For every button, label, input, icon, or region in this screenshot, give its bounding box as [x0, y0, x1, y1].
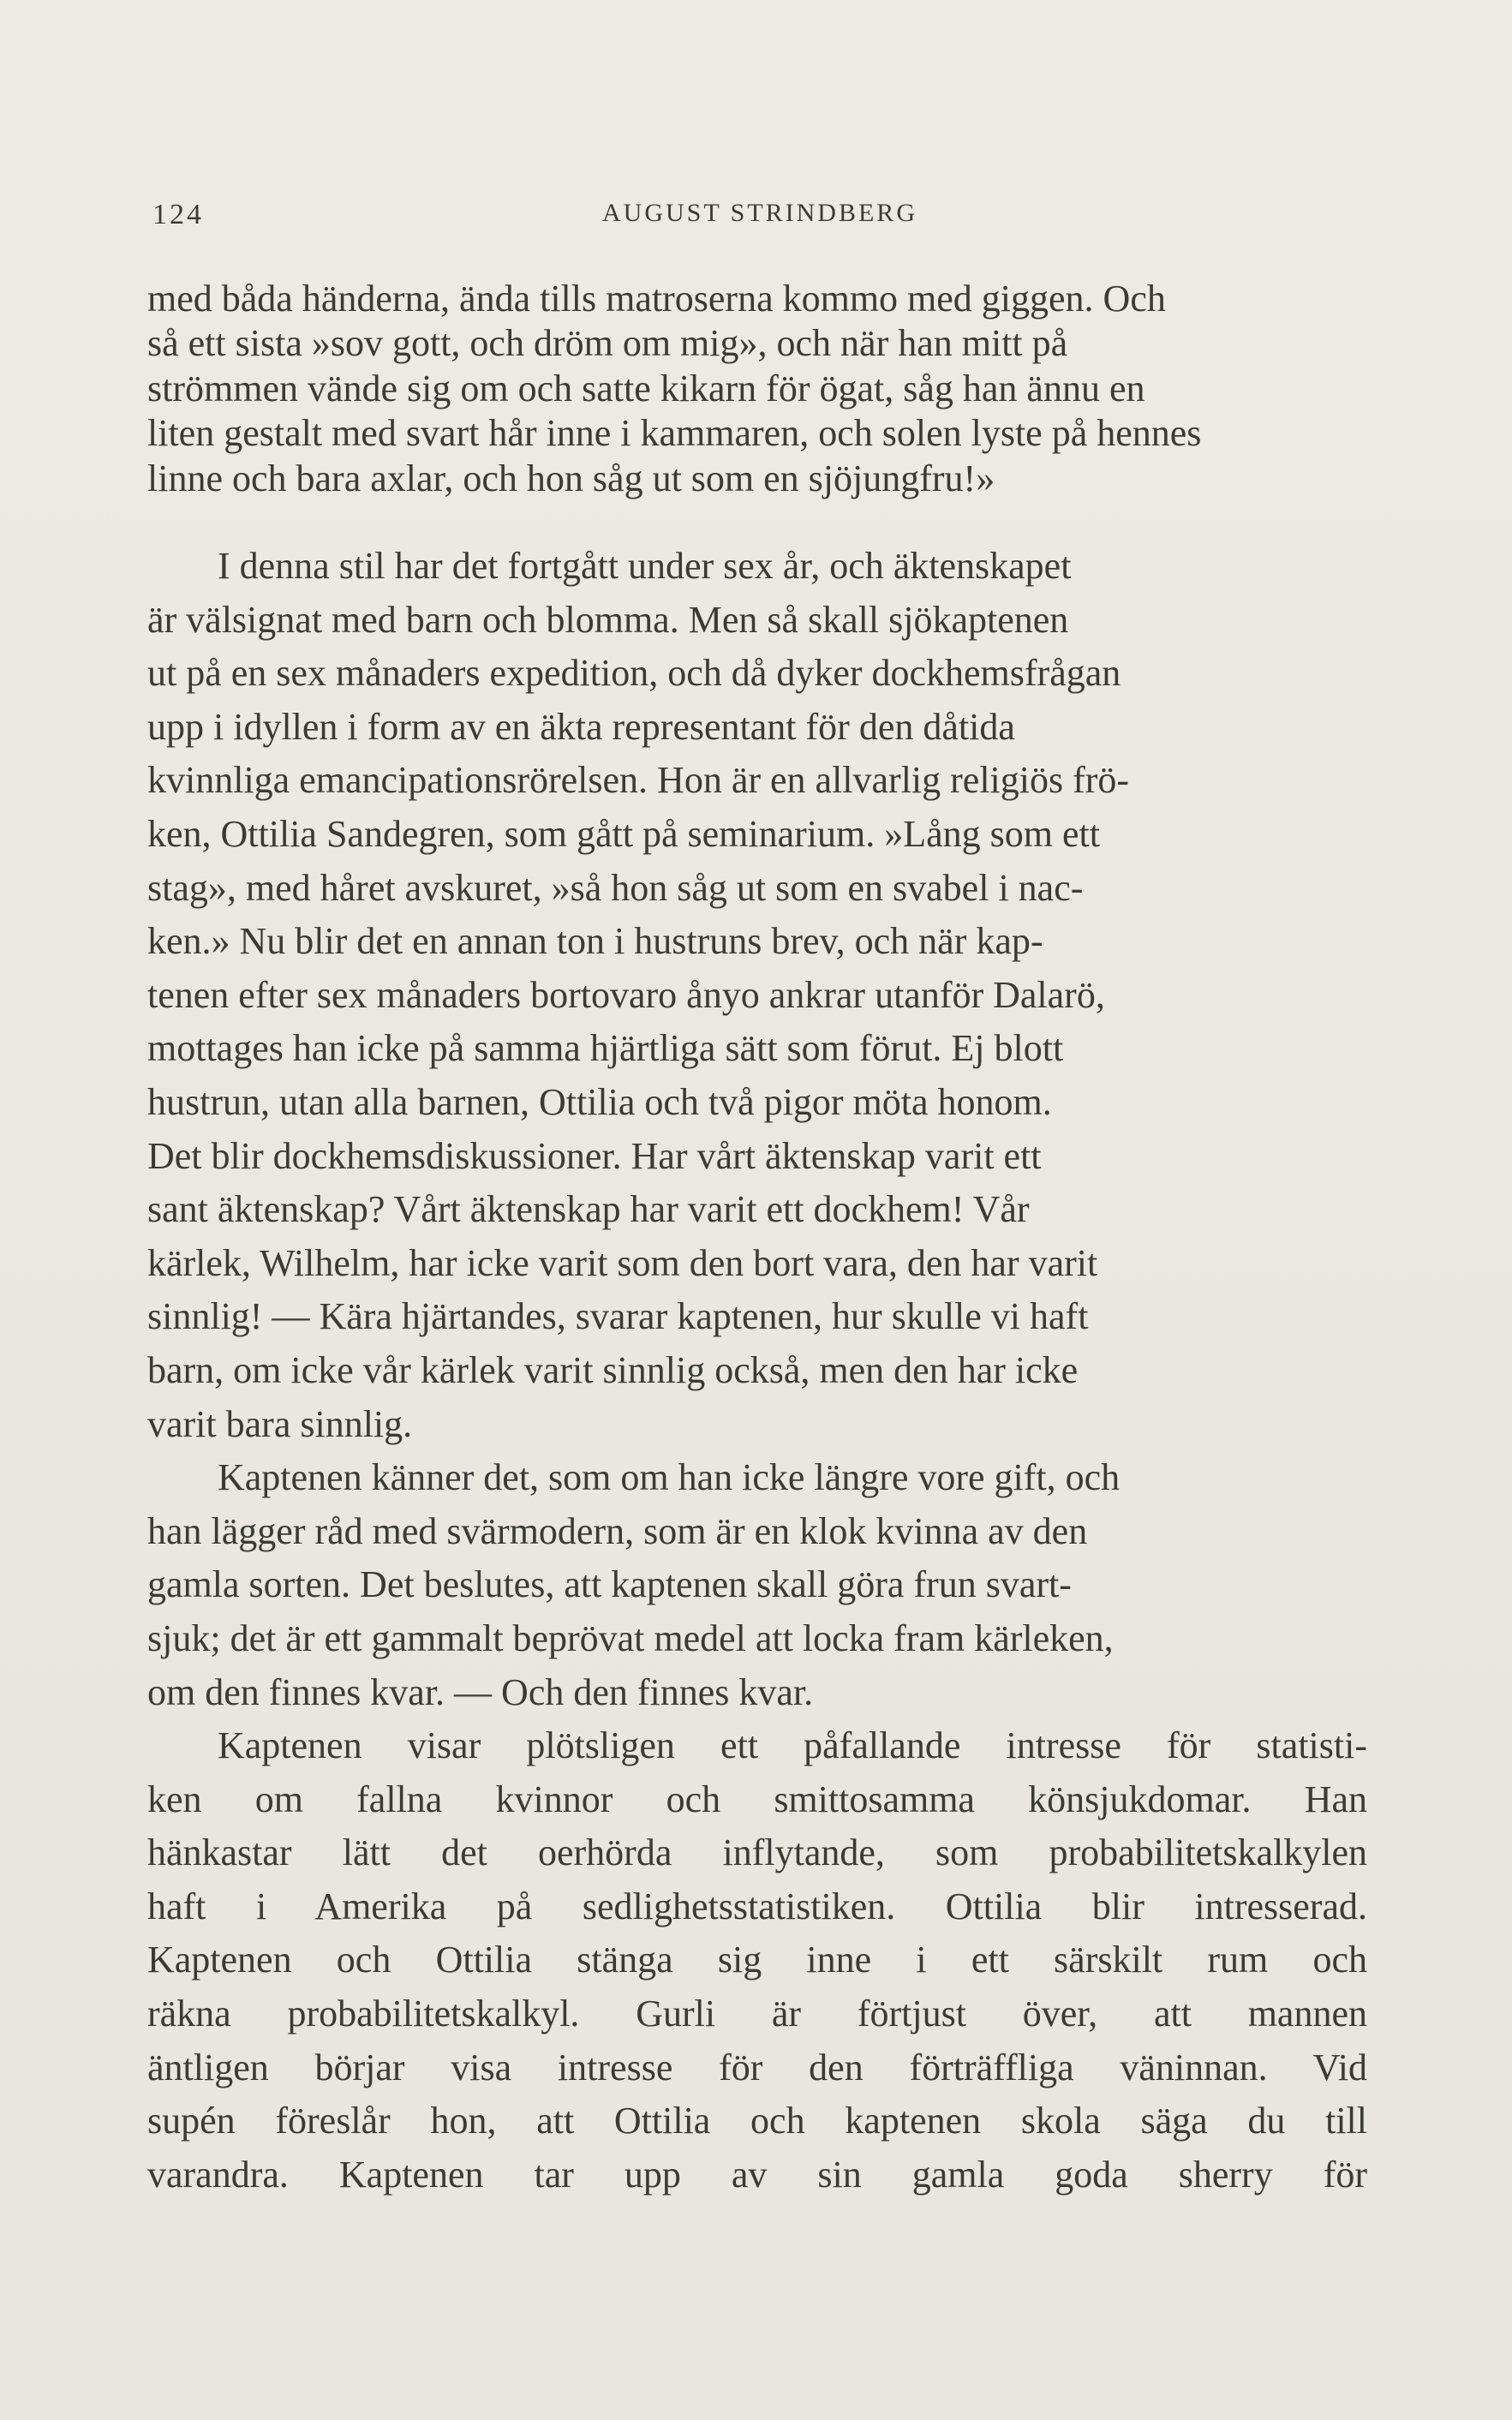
paragraph-4: Kaptenen visar plötsligen ett påfallande intresse för statisti- ken om fallna kvinnor och smittosamma könsjukdomar. Han hänkastar lätt det oerhörda inflytande, som probabilitetskalkylen haft i Amerika på sedlighetsstatistiken. Ottilia blir intresserad. Kaptenen och Ottilia stänga sig inne i ett särskilt rum och räkna probabilitetskalkyl. Gurli är förtjust över, att mannen äntligen börjar visa intresse för den förträffliga väninnan. Vid supén föreslår hon, att Ottilia och kaptenen skola säga du till varandra. Kaptenen tar upp av sin gamla goda sherry för [147, 1724, 1367, 2196]
page-number: 124 [152, 199, 204, 230]
paragraph-2: I denna stil har det fortgått under sex år, och äktenskapet är välsignat med barn och blomma. Men så skall sjökaptenen ut på en sex månaders expedition, och då dyker dockhemsfrågan upp i idyllen i form av en äkta representant för den dåtida kvinnliga emancipationsrörelsen. Hon är en allvarlig religiös frö- ken, Ottilia Sandegren, som gått på seminarium. »Lång som ett stag», med håret avskuret, »så hon såg ut som en svabel i nac- ken.» Nu blir det en annan ton i hustruns brev, och när kap- tenen efter sex månaders bortovaro ånyo ankrar utanför Dalarö, mottages han icke på samma hjärtliga sätt som förut. Ej blott hustrun, utan alla barnen, Ottilia och två pigor möta honom. Det blir dockhemsdiskussioner. Har vårt äktenskap varit ett sant äktenskap? Vårt äktenskap har varit ett dockhem! Vår kärlek, Wilhelm, har icke varit som den bort vara, den har varit sinnlig! — Kära hjärtandes, svarar kaptenen, hur skulle vi haft barn, om icke vår kärlek varit sinnlig också, men den har icke varit bara sinnlig. [147, 545, 1130, 1445]
paragraph-3: Kaptenen känner det, som om han icke längre vore gift, och han lägger råd med svärmodern, som är en klok kvinna av den gamla sorten. Det beslutes, att kaptenen skall göra frun svart- sjuk; det är ett gammalt beprövat medel att locka fram kärleken, om den finnes kvar. — Och den finnes kvar. [147, 1456, 1121, 1713]
page-header [152, 199, 1367, 242]
running-head: AUGUST STRINDBERG [602, 199, 917, 227]
page-body [147, 277, 1367, 2202]
paragraph-1: med båda händerna, ända tills matroserna kommo med giggen. Och så ett sista »sov gott, och dröm om mig», och när han mitt på strömmen vände sig om och satte kikarn för ögat, såg han ännu en liten gestalt med svart hår inne i kammaren, och solen lyste på hennes linne och bara axlar, och hon såg ut som en sjöjungfru!» [147, 278, 1202, 499]
